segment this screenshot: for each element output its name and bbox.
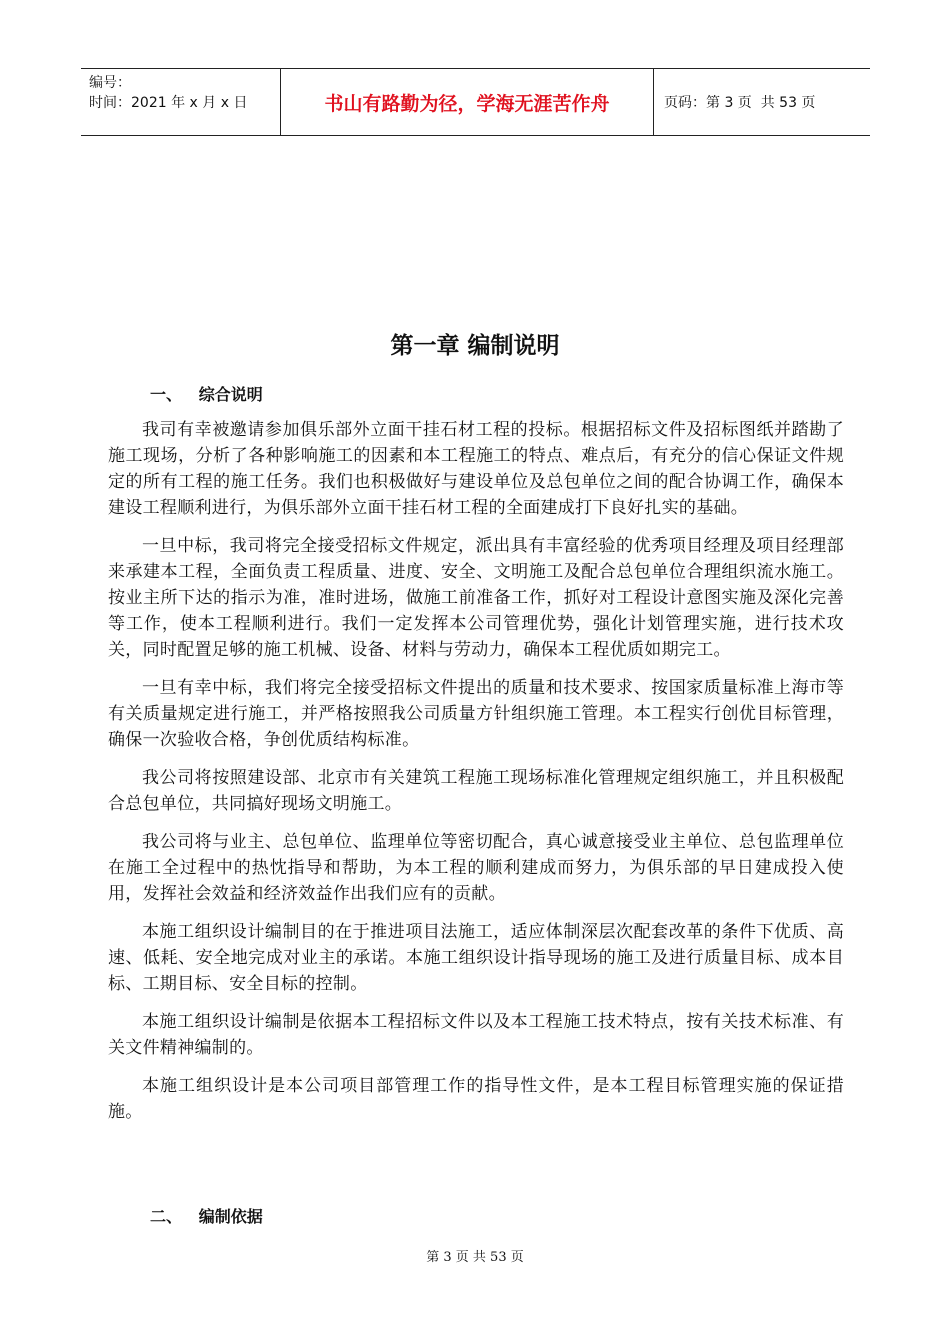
paragraph: 我公司将按照建设部、北京市有关建筑工程施工现场标准化管理规定组织施工，并且积极配合总包单位，共同搞好现场文明施工。: [108, 768, 844, 814]
paragraph: 我司有幸被邀请参加俱乐部外立面干挂石材工程的投标。根据招标文件及招标图纸并踏勘了施工现场，分析了各种影响施工的因素和本工程施工的特点、难点后，有充分的信心保证文件规定的所有工程的施工任务。我们也积极做好与建设单位及总包单位之间的配合协调工作，确保本建设工程顺利进行，为俱乐部外立面干挂石材工程的全面建成打下良好扎实的基础。: [108, 420, 844, 518]
section-heading-basis: 二、 编制依据: [150, 1207, 263, 1226]
header-motto: 书山有路勤为径，学海无涯苦作舟: [281, 69, 654, 135]
paragraph: 本施工组织设计编制是依据本工程招标文件以及本工程施工技术特点，按有关技术标准、有关文件精神编制的。: [108, 1012, 844, 1058]
paragraph: 一旦中标，我司将完全接受招标文件规定，派出具有丰富经验的优秀项目经理及项目经理部来承建本工程，全面负责工程质量、进度、安全、文明施工及配合总包单位合理组织流水施工。按业主所下达的指示为准，准时进场，做施工前准备工作，抓好对工程设计意图实施及深化完善等工作，使本工程顺利进行。我们一定发挥本公司管理优势，强化计划管理实施，进行技术攻关，同时配置足够的施工机械、设备、材料与劳动力，确保本工程优质如期完工。: [108, 536, 844, 660]
document-date: 时间：2021 年 x 月 x 日: [89, 95, 248, 111]
header-meta: [81, 69, 281, 135]
page-header: [81, 68, 870, 136]
body-text: [108, 417, 844, 1137]
paragraph: 我公司将与业主、总包单位、监理单位等密切配合，真心诚意接受业主单位、总包监理单位在施工全过程中的热忱指导和帮助，为本工程的顺利建成而努力，为俱乐部的早日建成投入使用，发挥社会效益和经济效益作出我们应有的贡献。: [108, 832, 844, 904]
section-heading-overview: 一、 综合说明: [150, 385, 263, 404]
paragraph: 本施工组织设计是本公司项目部管理工作的指导性文件，是本工程目标管理实施的保证措施。: [108, 1076, 844, 1122]
document-number-label: 编号：: [89, 75, 131, 91]
header-page-info: 页码：第 3 页 共 53 页: [664, 95, 816, 111]
paragraph: 本施工组织设计编制目的在于推进项目法施工，适应体制深层次配套改革的条件下优质、高速、低耗、安全地完成对业主的承诺。本施工组织设计指导现场的施工及进行质量目标、成本目标、工期目标、安全目标的控制。: [108, 922, 844, 994]
chapter-title: 第一章 编制说明: [390, 333, 560, 359]
paragraph: 一旦有幸中标，我们将完全接受招标文件提出的质量和技术要求、按国家质量标准上海市等有关质量规定进行施工，并严格按照我公司质量方针组织施工管理。本工程实行创优目标管理，确保一次验收合格，争创优质结构标准。: [108, 678, 844, 750]
page-footer: 第 3 页 共 53 页: [426, 1250, 524, 1265]
